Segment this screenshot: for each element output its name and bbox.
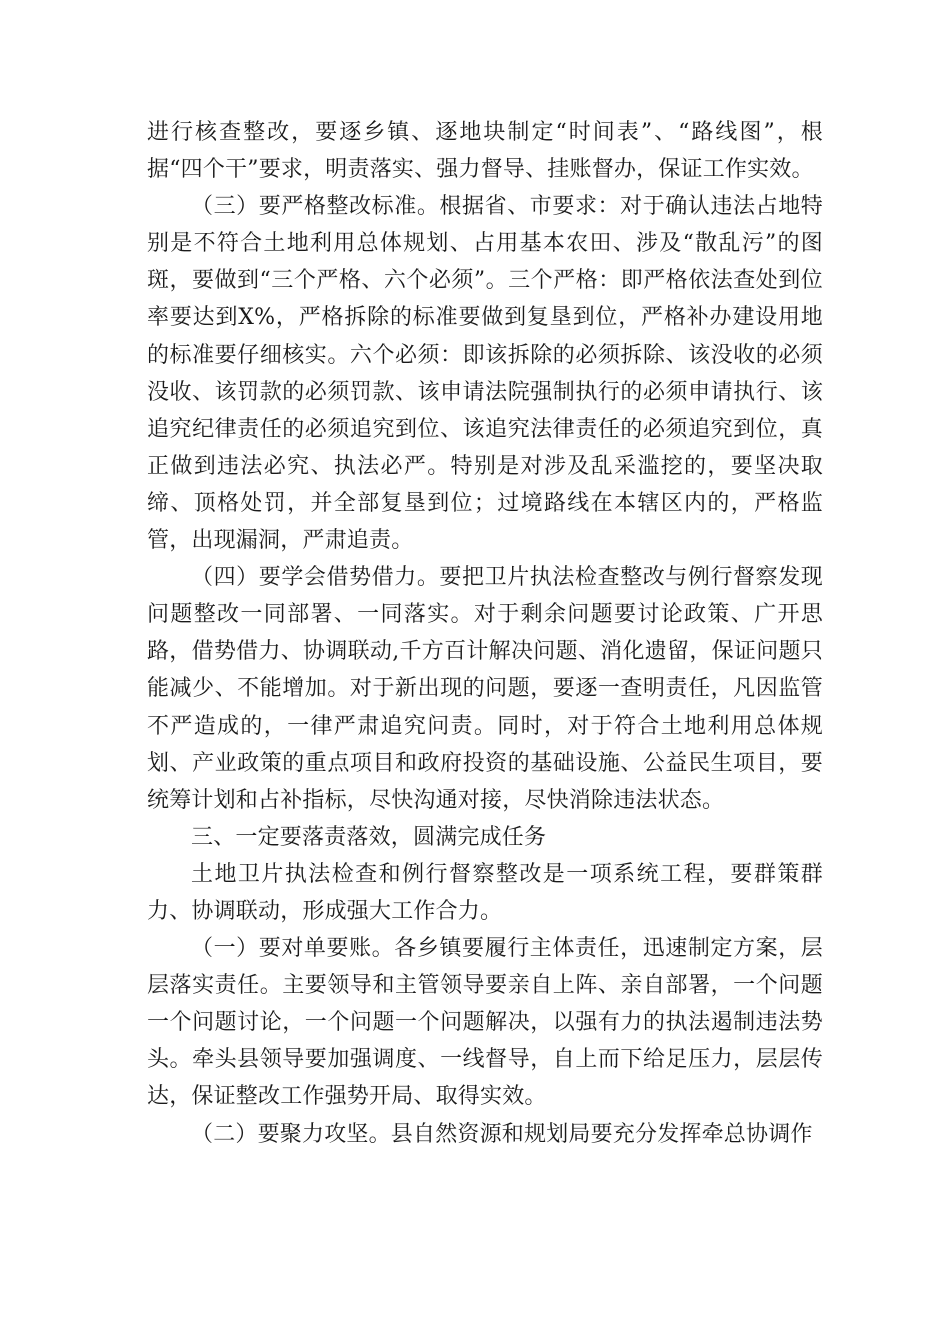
heading-part-3: 三、一定要落责落效，圆满完成任务 (191, 824, 547, 850)
document-body (147, 114, 823, 1153)
paragraph-section-3: （三）要严格整改标准。根据省、市要求：对于确认违法占地特别是不符合土地利用总体规划、占用基本农田、涉及“散乱污”的图斑，要做到“三个严格、六个必须”。三个严格：即严格依法查处到位率要达到X%，严格拆除的标准要做到复垦到位，严格补办建设用地的标准要仔细核实。六个必须：即该拆除的必须拆除、该没收的必须没收、该罚款的必须罚款、该申请法院强制执行的必须申请执行、该追究纪律责任的必须追究到位、该追究法律责任的必须追究到位，真正做到违法必究、执法必严。特别是对涉及乱采滥挖的，要坚决取缔、顶格处罚，并全部复垦到位；过境路线在本辖区内的，严格监管，出现漏洞，严肃追责。 (147, 194, 823, 554)
paragraph-item-1: （一）要对单要账。各乡镇要履行主体责任，迅速制定方案，层层落实责任。主要领导和主管领导要亲自上阵、亲自部署，一个问题一个问题讨论，一个问题一个问题解决，以强有力的执法遏制违法势头。牵头县领导要加强调度、一线督导，自上而下给足压力，层层传达，保证整改工作强势开局、取得实效。 (147, 936, 823, 1110)
paragraph-intro: 土地卫片执法检查和例行督察整改是一项系统工程，要群策群力、协调联动，形成强大工作合力。 (147, 861, 823, 924)
paragraph-continuation: 进行核查整改，要逐乡镇、逐地块制定“时间表”、“路线图”，根据“四个干”要求，明责落实、强力督导、挂账督办，保证工作实效。 (147, 120, 823, 183)
paragraph-section-4: （四）要学会借势借力。要把卫片执法检查整改与例行督察发现问题整改一同部署、一同落实。对于剩余问题要讨论政策、广开思路，借势借力、协调联动,千方百计解决问题、消化遗留，保证问题只能减少、不能增加。对于新出现的问题，要逐一查明责任，凡因监管不严造成的，一律严肃追究问责。同时，对于符合土地利用总体规划、产业政策的重点项目和政府投资的基础设施、公益民生项目，要统筹计划和占补指标，尽快沟通对接，尽快消除违法状态。 (147, 565, 823, 813)
paragraph-item-2: （二）要聚力攻坚。县自然资源和规划局要充分发挥牵总协调作 (191, 1121, 813, 1147)
